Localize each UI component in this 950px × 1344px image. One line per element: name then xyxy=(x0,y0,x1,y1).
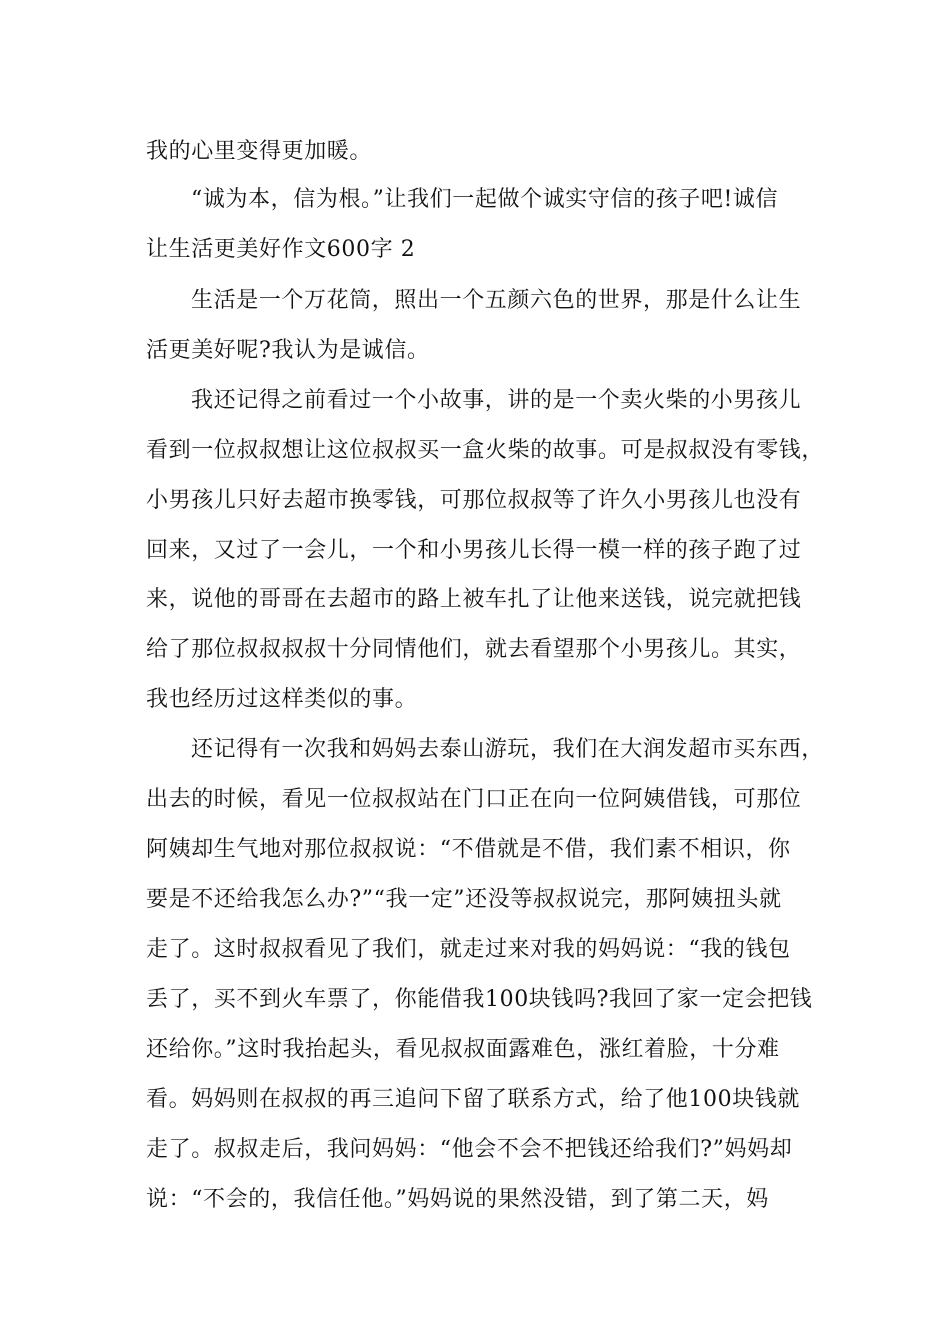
text-line: 出去的时候，看见一位叔叔站在门口正在向一位阿姨借钱，可那位 xyxy=(146,787,802,812)
text-line: 还给你。”这时我抬起头，看见叔叔面露难色，涨红着脸，十分难 xyxy=(146,1037,780,1062)
text-line: 阿姨却生气地对那位叔叔说：“不借就是不借，我们素不相识，你 xyxy=(146,837,791,862)
text-line: 小男孩儿只好去超市换零钱，可那位叔叔等了许久小男孩儿也没有 xyxy=(146,488,802,513)
text-line: 来，说他的哥哥在去超市的路上被车扎了让他来送钱，说完就把钱 xyxy=(146,587,802,612)
text-line: 我的心里变得更加暖。 xyxy=(146,139,373,164)
text-line: 我还记得之前看过一个小故事，讲的是一个卖火柴的小男孩儿 xyxy=(191,388,802,413)
text-line: 我也经历过这样类似的事。 xyxy=(146,687,418,712)
text-line: 活更美好呢?我认为是诚信。 xyxy=(146,338,430,363)
text-line: 看到一位叔叔想让这位叔叔买一盒火柴的故事。可是叔叔没有零钱， xyxy=(146,438,825,463)
text-line: “诚为本，信为根。”让我们一起做个诚实守信的孩子吧!诚信 xyxy=(191,187,779,212)
text-line: 回来，又过了一会儿，一个和小男孩儿长得一模一样的孩子跑了过 xyxy=(146,538,802,563)
text-line: 还记得有一次我和妈妈去泰山游玩，我们在大润发超市买东西， xyxy=(191,737,824,762)
text-line: 生活是一个万花筒，照出一个五颜六色的世界，那是什么让生 xyxy=(191,288,802,313)
text-line: 走了。叔叔走后，我问妈妈：“他会不会不把钱还给我们?”妈妈却 xyxy=(146,1137,793,1162)
text-line: 给了那位叔叔叔叔十分同情他们，就去看望那个小男孩儿。其实， xyxy=(146,637,802,662)
text-line: 走了。这时叔叔看见了我们，就走过来对我的妈妈说：“我的钱包 xyxy=(146,937,791,962)
text-line: 看。妈妈则在叔叔的再三追问下留了联系方式，给了他100块钱就 xyxy=(146,1087,800,1112)
text-line: 让生活更美好作文600字 2 xyxy=(146,237,416,262)
text-line: 丢了，买不到火车票了，你能借我100块钱吗?我回了家一定会把钱 xyxy=(146,987,813,1012)
text-line: 要是不还给我怎么办?”“我一定”还没等叔叔说完，那阿姨扭头就 xyxy=(146,887,782,912)
text-line: 说：“不会的，我信任他。”妈妈说的果然没错，到了第二天，妈 xyxy=(146,1187,769,1212)
